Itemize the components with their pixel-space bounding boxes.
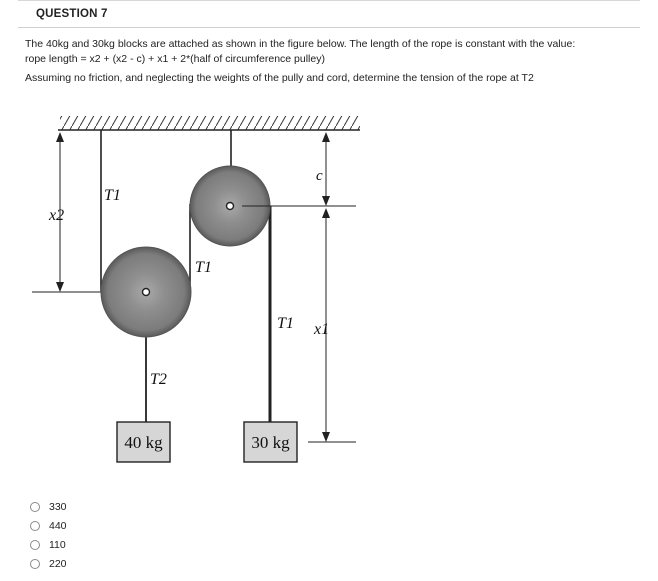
answer-options [30,497,67,573]
block-40kg-label: 40 kg [124,433,163,452]
question-title: QUESTION 7 [36,8,108,20]
c-label: c [316,168,323,184]
option-label: 220 [49,557,67,570]
ceiling [58,116,360,130]
radio-button[interactable] [30,540,40,550]
question-text-1: The 40kg and 30kg blocks are attached as shown in the figure below. The length of the rope is constant with the value: [25,38,576,50]
t1-right-label: T1 [277,315,294,332]
t2-label: T2 [150,371,167,388]
block-30kg [244,422,297,462]
option-label: 110 [49,538,66,551]
t1-middle-label: T1 [195,259,212,276]
question-text-3: Assuming no friction, and neglecting the weights of the pully and cord, determine the tension of the rope at T2 [25,72,534,84]
option-330[interactable] [30,497,67,516]
radio-button[interactable] [30,559,40,569]
t1-left-label: T1 [104,187,121,204]
lower-pulley [101,247,191,337]
radio-button[interactable] [30,502,40,512]
option-220[interactable] [30,554,67,573]
option-label: 330 [49,500,67,513]
x1-label: x1 [314,321,330,338]
option-110[interactable] [30,535,67,554]
question-text-2: rope length = x2 + (x2 - c) + x1 + 2*(half of circumference pulley) [25,53,325,65]
option-440[interactable] [30,516,67,535]
x2-label: x2 [49,207,65,224]
option-label: 440 [49,519,67,532]
block-30kg-label: 30 kg [251,433,290,452]
radio-button[interactable] [30,521,40,531]
block-40kg [117,422,170,462]
